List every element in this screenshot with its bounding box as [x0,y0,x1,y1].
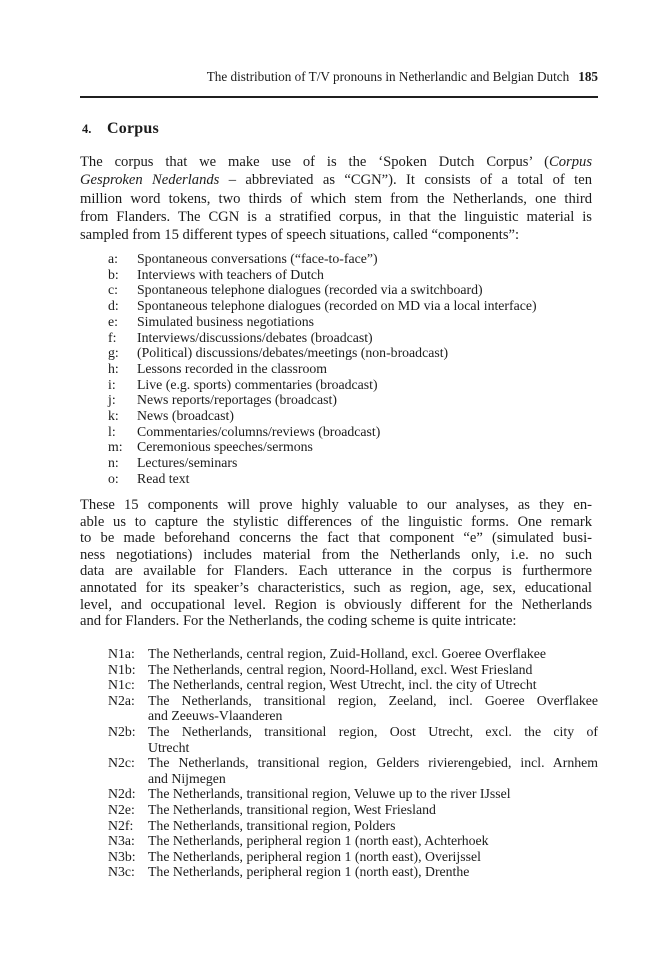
running-header-title: The distribution of T/V pronouns in Netherlandic and Belgian Dutch [206,69,570,84]
list-item-text [137,345,598,361]
text-line: and for Flanders. For the Netherlands, the coding scheme is quite intricate: [80,613,517,630]
text-line: and Zeeuws-Vlaanderen [148,708,283,724]
list-item-text [148,677,598,693]
text-line: Interviews with teachers of Dutch [137,266,324,282]
list-item-label: m: [108,439,123,455]
list-item-label: i: [108,376,116,392]
text-line: sampled from 15 different types of speech situations, called “components”: [80,227,520,244]
list-item-text [137,267,598,283]
text-line: able us to capture the stylistic differences of the linguistic forms. One remark [80,513,592,530]
list-item-label: f: [108,329,117,345]
text-line: million word tokens, two thirds of which stem from the Netherlands, one third [80,190,592,207]
list-item-label: N3a: [108,833,135,849]
list-item-label: N2e: [108,801,135,817]
list-item-text [137,377,598,393]
text-line: The Netherlands, transitional region, West Friesland [148,801,436,817]
list-item-text [137,455,598,471]
text-line: Utrecht [148,739,190,755]
component-list [80,251,598,487]
text-line: The Netherlands, central region, Noord-Holland, excl. West Friesland [148,661,533,677]
list-item-text [148,802,598,818]
list-item-text [137,392,598,408]
text-line: The Netherlands, peripheral region 1 (north east), Achterhoek [148,833,489,849]
text-line: Lessons recorded in the classroom [137,360,328,376]
text-line: Simulated business negotiations [137,313,315,329]
list-item-label: b: [108,266,119,282]
list-item [80,849,598,865]
list-item [80,646,598,662]
list-item-text [137,314,598,330]
region-coding-list [80,646,598,880]
list-item-label: N2d: [108,786,136,802]
text-line: Interviews/discussions/debates (broadcast) [137,329,373,345]
list-item [80,662,598,678]
list-item [80,724,598,755]
list-item-text [137,361,598,377]
list-item [80,802,598,818]
list-item [80,392,598,408]
text-line: News reports/reportages (broadcast) [137,392,337,408]
list-item-text [148,786,598,802]
list-item [80,818,598,834]
list-item-label: N2a: [108,692,135,708]
text-line: data are available for Flanders. Each utterance in the corpus is furthermore [80,563,592,580]
list-item [80,864,598,880]
text-line: News (broadcast) [137,408,234,424]
list-item-label: a: [108,251,118,266]
list-item [80,330,598,346]
list-item-text [148,833,598,849]
list-item-label: N3c: [108,864,135,880]
list-item-text [137,251,598,267]
text-line: Lectures/seminars [137,455,238,471]
list-item-text [148,724,598,755]
paragraph-corpus-intro [80,153,592,244]
text-line: The Netherlands, peripheral region 1 (north east), Overijssel [148,848,481,864]
text-line: Ceremonious speeches/sermons [137,439,313,455]
list-item-text [137,408,598,424]
list-item [80,786,598,802]
text-line: Gesproken Nederlands – abbreviated as “CGN”). It consists of a total of ten [80,172,592,189]
list-item-text [148,693,598,724]
text-line: These 15 components will prove highly valuable to our analyses, as they en- [80,497,592,513]
list-item [80,424,598,440]
list-item-text [148,646,598,662]
text-line: Commentaries/columns/reviews (broadcast) [137,423,381,439]
list-item-text [148,849,598,865]
list-item [80,298,598,314]
list-item-text [148,818,598,834]
running-header [80,69,598,85]
text-line: The Netherlands, transitional region, Veluwe up to the river IJssel [148,786,511,802]
paragraph-components-remark [80,497,592,630]
list-item-text [148,755,598,786]
text-line: The Netherlands, transitional region, Gelders rivierengebied, incl. Arnhem [148,755,598,771]
text-line: The Netherlands, transitional region, Zeeland, incl. Goeree Overflakee [148,692,598,708]
list-item-text [137,424,598,440]
list-item-label: c: [108,282,118,298]
text-line: ness negotiations) includes material from the Netherlands only, i.e. no such [80,546,592,563]
list-item-text [148,662,598,678]
text-line: annotated for its speaker’s characteristics, such as region, age, sex, educational [80,579,592,596]
list-item-label: h: [108,360,119,376]
list-item-label: N1b: [108,661,136,677]
list-item [80,251,598,267]
text-line: Read text [137,470,190,486]
text-line: and Nijmegen [148,770,226,786]
page-number: 185 [578,69,598,84]
text-line: Spontaneous telephone dialogues (recorded via a switchboard) [137,282,483,298]
text-line: level, and occupational level. Region is obviously different for the Netherlands [80,596,592,613]
list-item-label: l: [108,423,116,439]
list-item-label: d: [108,298,119,314]
list-item-label: k: [108,408,119,424]
list-item-text [137,298,598,314]
list-item [80,267,598,283]
list-item-label: n: [108,455,119,471]
list-item-text [137,330,598,346]
text-line: The Netherlands, peripheral region 1 (north east), Drenthe [148,864,470,880]
list-item-text [148,864,598,880]
list-item-label: N1a: [108,646,135,661]
list-item-label: j: [108,392,116,408]
list-item-label: o: [108,470,119,486]
text-line: The Netherlands, transitional region, Oost Utrecht, excl. the city of [148,723,598,739]
list-item-label: N2c: [108,755,135,771]
list-item [80,282,598,298]
text-line: (Political) discussions/debates/meetings (non-broadcast) [137,345,449,361]
list-item-label: e: [108,313,118,329]
list-item [80,471,598,487]
text-line: The Netherlands, central region, Zuid-Holland, excl. Goeree Overflakee [148,646,547,661]
section-heading [82,120,159,138]
list-item [80,439,598,455]
list-item [80,345,598,361]
list-item [80,314,598,330]
header-rule [80,96,598,98]
list-item-label: g: [108,345,119,361]
text-line: The Netherlands, central region, West Utrecht, incl. the city of Utrecht [148,677,537,693]
text-line: The corpus that we make use of is the ‘Spoken Dutch Corpus’ (Corpus [80,154,592,170]
list-item-label: N1c: [108,677,135,693]
list-item-label: N3b: [108,848,136,864]
text-line: to be made beforehand concerns the fact that component “e” (simulated busi- [80,530,592,547]
list-item [80,455,598,471]
text-line: Live (e.g. sports) commentaries (broadcast) [137,376,378,392]
section-title: Corpus [107,120,159,137]
section-number: 4. [82,122,92,136]
list-item [80,361,598,377]
text-line: from Flanders. The CGN is a stratified corpus, in that the linguistic material is [80,208,592,225]
list-item [80,677,598,693]
list-item-label: N2b: [108,723,136,739]
list-item-text [137,471,598,487]
list-item [80,408,598,424]
list-item-label: N2f: [108,817,134,833]
text-line: The Netherlands, transitional region, Polders [148,817,396,833]
list-item [80,833,598,849]
text-line: Spontaneous conversations (“face-to-face”) [137,251,378,266]
list-item-text [137,439,598,455]
list-item-text [137,282,598,298]
list-item [80,377,598,393]
list-item [80,693,598,724]
list-item [80,755,598,786]
text-line: Spontaneous telephone dialogues (recorded on MD via a local interface) [137,298,537,314]
